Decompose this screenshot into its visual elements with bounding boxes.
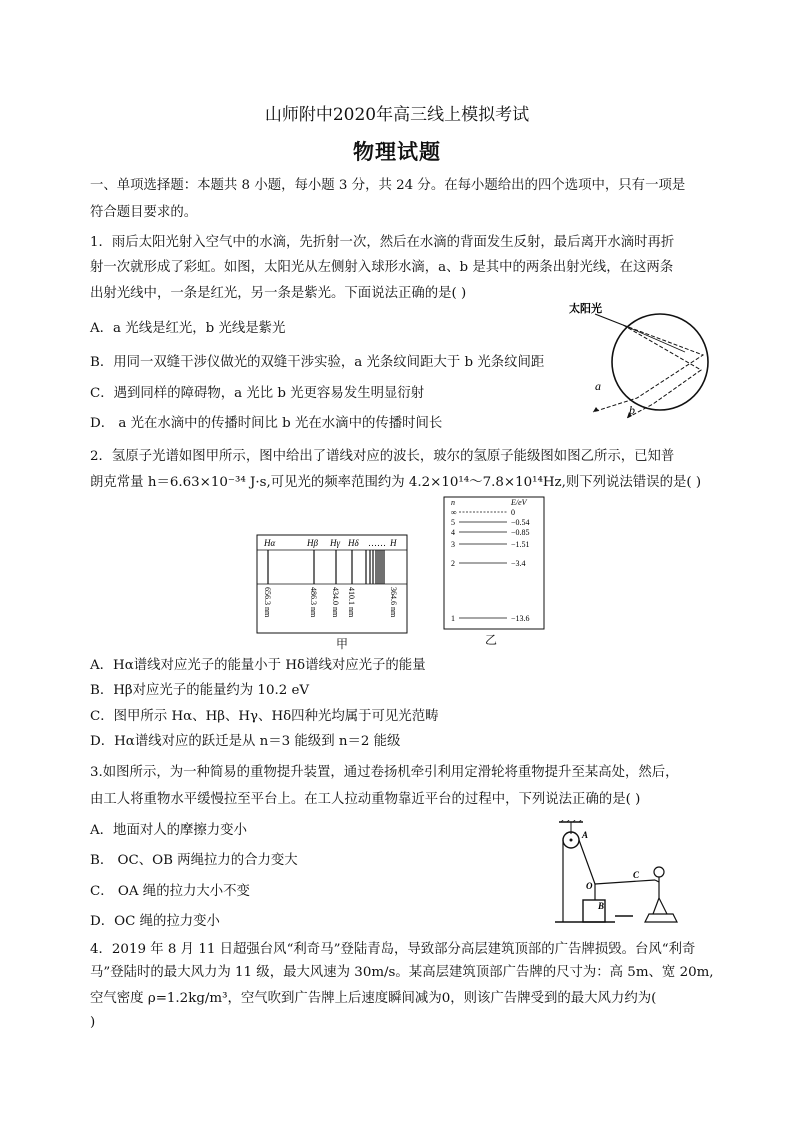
level-n: ∞ [451, 508, 457, 517]
ray-b-label: b [629, 403, 635, 417]
level-n: 3 [451, 540, 455, 549]
wavelength-label: 486.3 nm [309, 587, 318, 618]
level-energy: −0.85 [511, 528, 530, 537]
exam-title: 山师附中2020年高三线上模拟考试 [264, 105, 530, 125]
energy-column-header: E/eV [511, 498, 527, 507]
level-energy: −0.54 [511, 518, 530, 527]
spectrum-line-label: Hα [264, 538, 276, 548]
point-a-label: A [582, 830, 589, 840]
q2-option-d: D．Hα谱线对应的跃迁是从 n＝3 能级到 n＝2 能级 [90, 734, 401, 749]
q3-option-c: C． OA 绳的拉力大小不变 [90, 884, 250, 899]
raindrop-figure [565, 300, 715, 420]
spectrum-line-label: Hβ [307, 538, 318, 548]
wavelength-label: 364.6 nm [389, 587, 398, 618]
q1-option-c: C．遇到同样的障碍物，a 光比 b 光更容易发生明显衍射 [90, 386, 425, 401]
q1-option-a: A．a 光线是红光，b 光线是紫光 [90, 321, 286, 336]
wavelength-label: 656.3 nm [263, 587, 272, 618]
figure-caption-yi: 乙 [485, 633, 498, 647]
figure-caption-jia: 甲 [336, 637, 349, 651]
q3-stem: 3.如图所示，为一种简易的重物提升装置，通过卷扬机牵引利用定滑轮将重物提升至某高处，然后， [90, 765, 679, 780]
q1-option-b: B．用同一双缝干涉仪做光的双缝干涉实验，a 光条纹间距大于 b 光条纹间距 [90, 355, 545, 370]
pulley-lifting-figure [555, 820, 680, 928]
ray-a-label: a [595, 379, 601, 393]
spectrum-line-label: …… [368, 538, 386, 548]
level-n: 5 [451, 518, 455, 527]
q3-option-a: A．地面对人的摩擦力变小 [90, 823, 247, 838]
q4-stem: 4．2019 年 8 月 11 日超强台风“利奇马”登陆青岛，导致部分高层建筑顶部的广告牌损毁。台风“利奇 [90, 942, 696, 957]
q2-stem: 2．氢原子光谱如图甲所示，图中给出了谱线对应的波长，玻尔的氢原子能级图如图乙所示，已知普 [90, 449, 675, 464]
q4-stem: 马”登陆时的最大风力为 11 级，最大风速为 30m/s。某高层建筑顶部广告牌的尺寸为：高 5m、宽 20m, [90, 965, 714, 980]
q1-option-d: D． a 光在水滴中的传播时间比 b 光在水滴中的传播时间长 [90, 416, 443, 431]
section-instruction: 符合题目要求的。 [90, 205, 198, 220]
q2-option-a: A．Hα谱线对应光子的能量小于 Hδ谱线对应光子的能量 [90, 658, 426, 673]
wavelength-label: 434.0 nm [331, 587, 340, 618]
level-energy: −13.6 [511, 614, 530, 623]
point-o-label: O [586, 881, 593, 891]
q3-stem: 由工人将重物水平缓慢拉至平台上。在工人拉动重物靠近平台的过程中，下列说法正确的是( ) [90, 792, 641, 807]
q2-option-b: B．Hβ对应光子的能量约为 10.2 eV [90, 683, 310, 698]
n-column-header: n [451, 498, 455, 507]
q2-option-c: C．图甲所示 Hα、Hβ、Hγ、Hδ四种光均属于可见光范畴 [90, 709, 439, 724]
q1-stem: 射一次就形成了彩虹。如图，太阳光从左侧射入球形水滴，a、b 是其中的两条出射光线，在这两条 [90, 260, 674, 275]
energy-level-diagram [443, 496, 545, 630]
q4-stem: 空气密度 ρ=1.2kg/m³，空气吹到广告牌上后速度瞬间减为0，则该广告牌受到的最大风力约为( [90, 991, 657, 1006]
section-instruction: 一、单项选择题：本题共 8 小题，每小题 3 分，共 24 分。在每小题给出的四个选项中，只有一项是 [90, 178, 686, 193]
q3-option-b: B． OC、OB 两绳拉力的合力变大 [90, 853, 298, 868]
q1-stem: 1．雨后太阳光射入空气中的水滴，先折射一次，然后在水滴的背面发生反射，最后离开水滴时再折 [90, 235, 675, 250]
subject-title: 物理试题 [353, 139, 441, 164]
level-energy: −3.4 [511, 559, 526, 568]
point-b-label: B [598, 901, 605, 911]
q1-stem: 出射光线中，一条是红光，另一条是紫光。下面说法正确的是( ) [90, 286, 467, 301]
q2-stem: 朗克常量 h＝6.63×10⁻³⁴ J·s,可见光的频率范围约为 4.2×10¹⁴～7.8×10¹⁴Hz,则下列说法错误的是( ) [90, 475, 702, 490]
level-energy: −1.51 [511, 540, 530, 549]
spectrum-line-label: Hδ [348, 538, 359, 548]
q4-stem: ) [90, 1015, 96, 1030]
hydrogen-spectrum-figure [256, 534, 408, 634]
spectrum-line-label: Hγ [330, 538, 341, 548]
level-energy: 0 [511, 508, 515, 517]
level-n: 1 [451, 614, 455, 623]
point-c-label: C [633, 870, 640, 880]
level-n: 4 [451, 528, 455, 537]
sun-label: 太阳光 [569, 303, 602, 315]
level-n: 2 [451, 559, 455, 568]
wavelength-label: 410.1 nm [347, 587, 356, 618]
q3-option-d: D．OC 绳的拉力变小 [90, 914, 220, 929]
spectrum-line-label: H [390, 538, 397, 548]
